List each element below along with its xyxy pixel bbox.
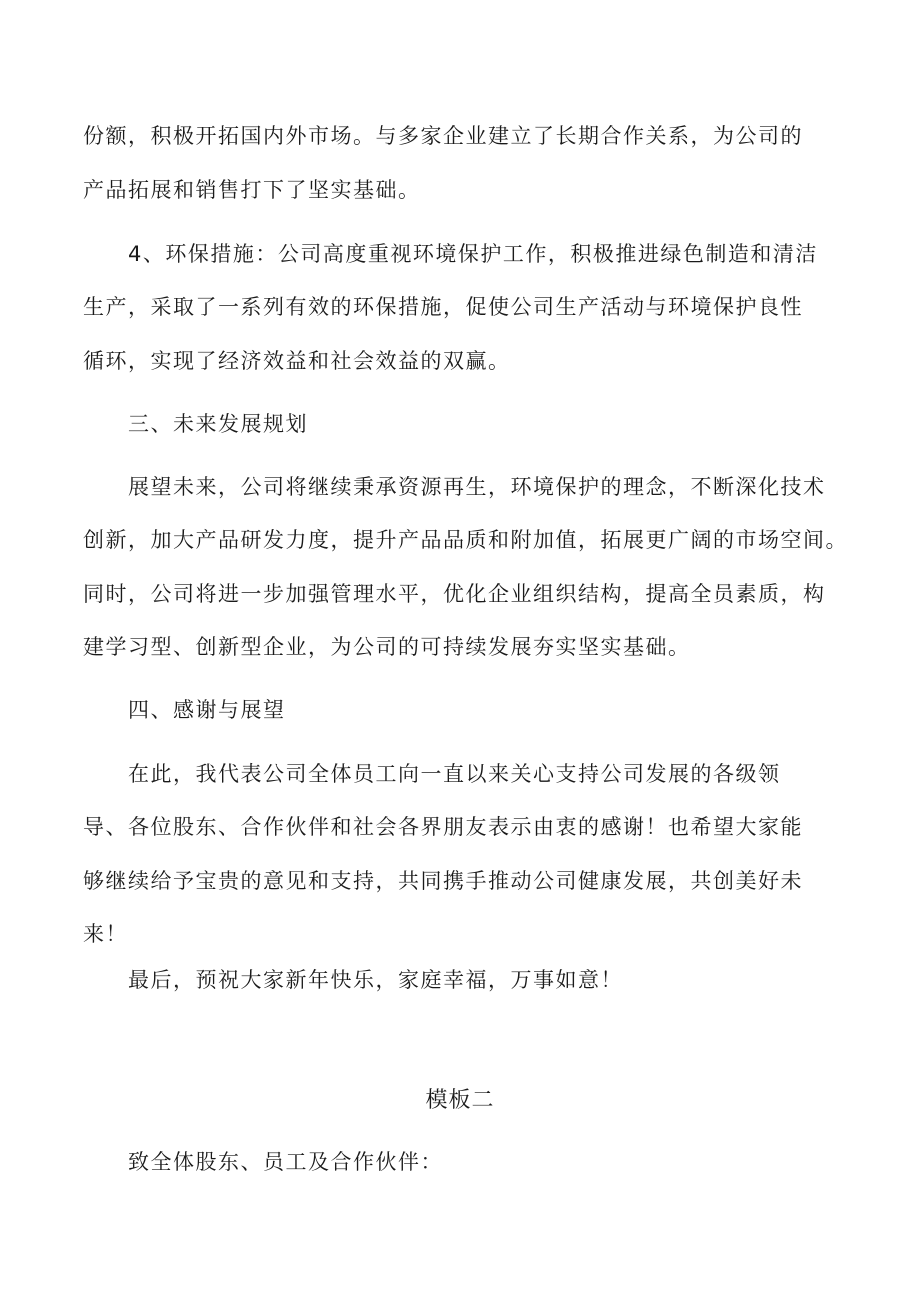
paragraph-line: 4、环保措施：公司高度重视环境保护工作，积极推进绿色制造和清洁 bbox=[128, 242, 818, 266]
paragraph-line: 创新，加大产品研发力度，提升产品品质和附加值，拓展更广阔的市场空间。 bbox=[83, 528, 848, 552]
paragraph-line: 导、各位股东、合作伙伴和社会各界朋友表示由衷的感谢！也希望大家能 bbox=[83, 815, 803, 839]
template-title: 模板二 bbox=[425, 1088, 495, 1113]
paragraph-line: 生产，采取了一系列有效的环保措施，促使公司生产活动与环境保护良性 bbox=[83, 295, 803, 319]
paragraph-line: 份额，积极开拓国内外市场。与多家企业建立了长期合作关系，为公司的 bbox=[83, 124, 803, 148]
paragraph-line: 最后，预祝大家新年快乐，家庭幸福，万事如意！ bbox=[128, 968, 623, 992]
paragraph-line: 展望未来，公司将继续秉承资源再生，环境保护的理念，不断深化技术 bbox=[128, 475, 826, 499]
section-heading: 三、未来发展规划 bbox=[128, 412, 308, 436]
section-heading: 四、感谢与展望 bbox=[128, 698, 286, 722]
paragraph-line: 产品拓展和销售打下了坚实基础。 bbox=[83, 178, 421, 202]
greeting-line: 致全体股东、员工及合作伙伴： bbox=[128, 1150, 443, 1174]
paragraph-line: 同时，公司将进一步加强管理水平，优化企业组织结构，提高全员素质，构 bbox=[83, 582, 826, 606]
paragraph-line: 在此，我代表公司全体员工向一直以来关心支持公司发展的各级领 bbox=[128, 762, 781, 786]
paragraph-line: 够继续给予宝贵的意见和支持，共同携手推动公司健康发展，共创美好未 bbox=[83, 869, 803, 893]
paragraph-line: 建学习型、创新型企业，为公司的可持续发展夯实坚实基础。 bbox=[83, 635, 691, 659]
paragraph-line: 来！ bbox=[83, 922, 128, 946]
paragraph-line: 循环，实现了经济效益和社会效益的双赢。 bbox=[83, 349, 511, 373]
